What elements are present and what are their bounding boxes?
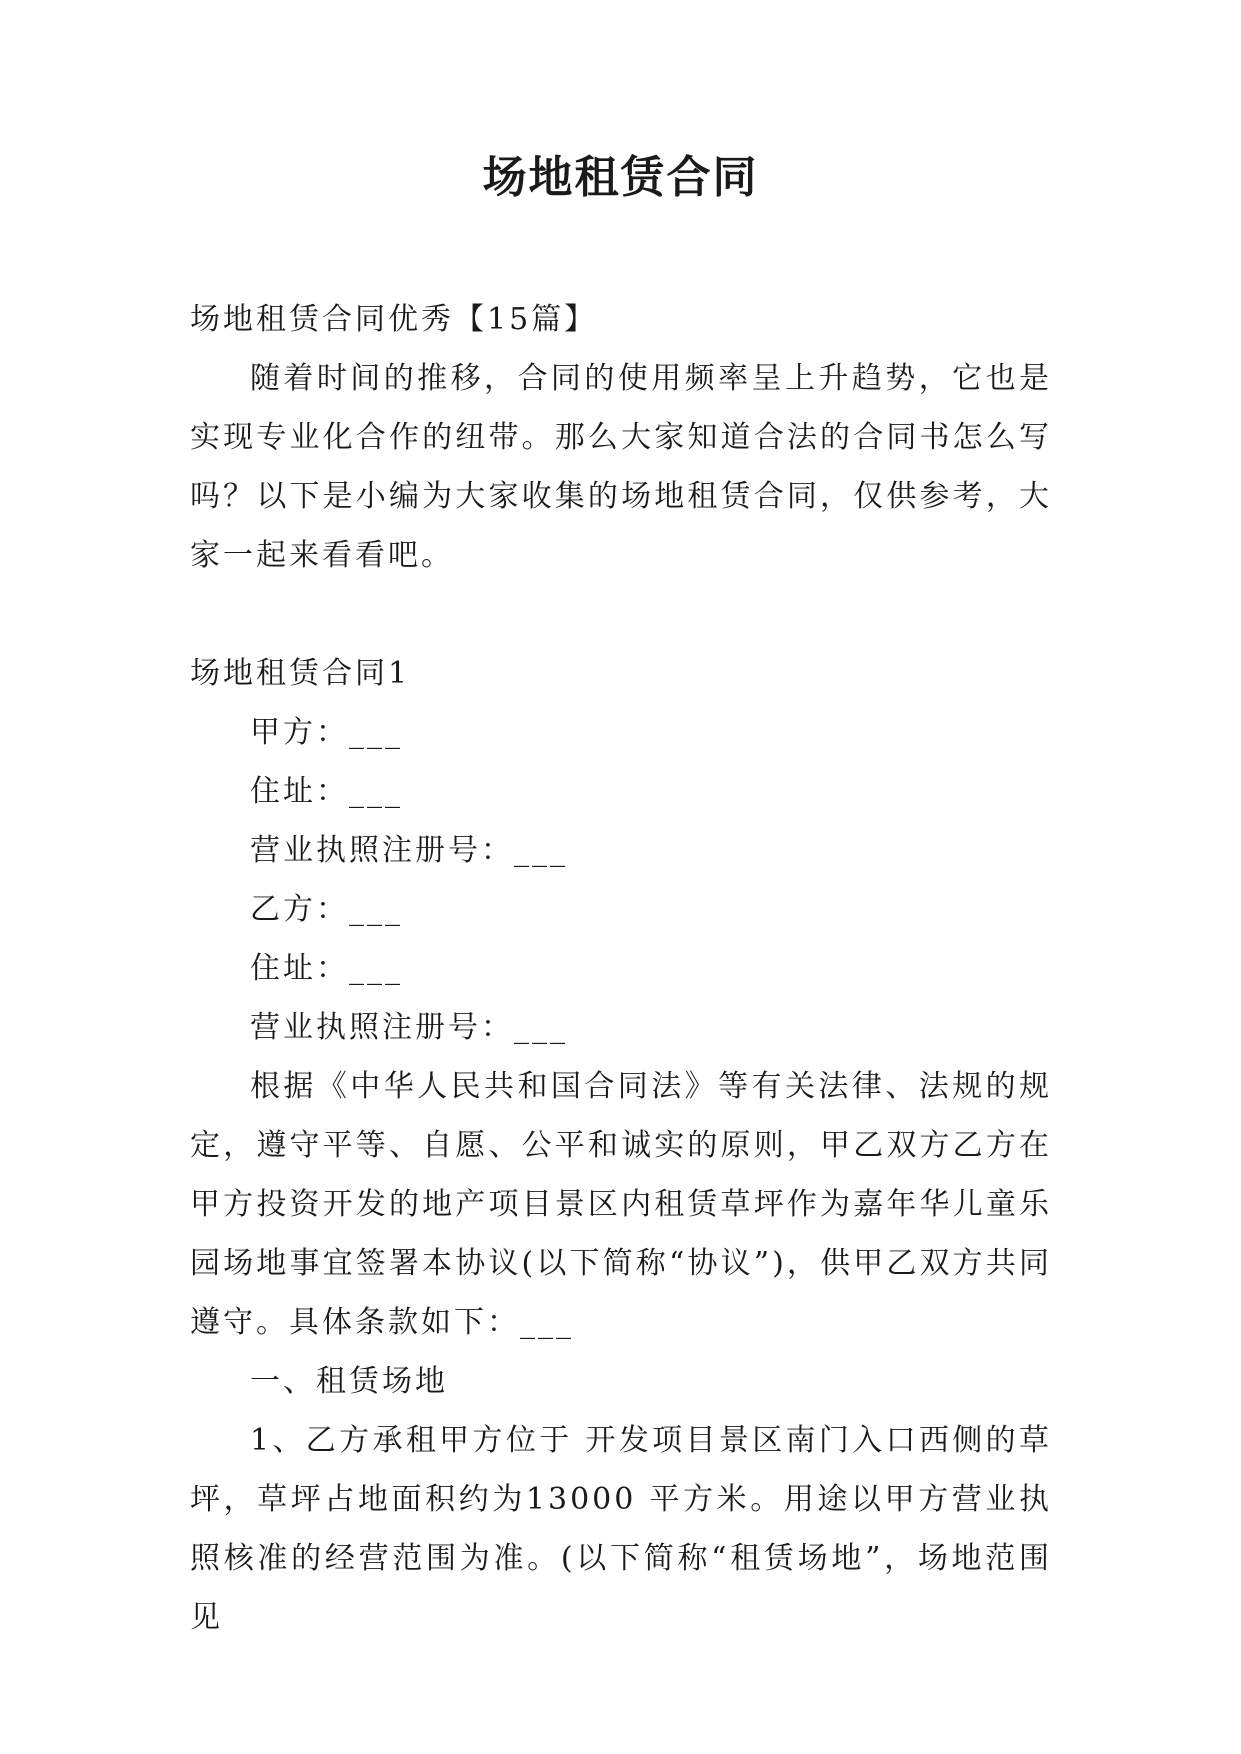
preamble-paragraph: 根据《中华人民共和国合同法》等有关法律、法规的规定，遵守平等、自愿、公平和诚实的原则，甲乙双方乙方在甲方投资开发的地产项目景区内租赁草坪作为嘉年华儿童乐园场地事宜签署本协议(以下简称“协议”)，供甲乙双方共同遵守。具体条款如下：___ [190, 1069, 1052, 1340]
document-title: 场地租赁合同 [482, 152, 759, 203]
article-1-heading: 一、租赁场地 [250, 1364, 448, 1399]
document-body [190, 290, 1052, 1647]
party-a-license-line: 营业执照注册号：___ [250, 833, 568, 868]
section-heading: 场地租赁合同1 [190, 656, 411, 691]
party-b-line: 乙方：___ [250, 892, 403, 927]
party-b-address-line: 住址：___ [250, 951, 403, 986]
document-subtitle: 场地租赁合同优秀【15篇】 [190, 302, 598, 337]
party-a-address-line: 住址：___ [250, 774, 403, 809]
intro-paragraph: 随着时间的推移，合同的使用频率呈上升趋势，它也是实现专业化合作的纽带。那么大家知道合法的合同书怎么写吗？以下是小编为大家收集的场地租赁合同，仅供参考，大家一起来看看吧。 [190, 361, 1052, 573]
party-a-line: 甲方：___ [250, 715, 403, 750]
article-1-clause-1: 1、乙方承租甲方位于 开发项目景区南门入口西侧的草坪，草坪占地面积约为13000 平方米。用途以甲方营业执照核准的经营范围为准。(以下简称“租赁场地”，场地范围见 [190, 1423, 1052, 1635]
party-b-license-line: 营业执照注册号：___ [250, 1010, 568, 1045]
